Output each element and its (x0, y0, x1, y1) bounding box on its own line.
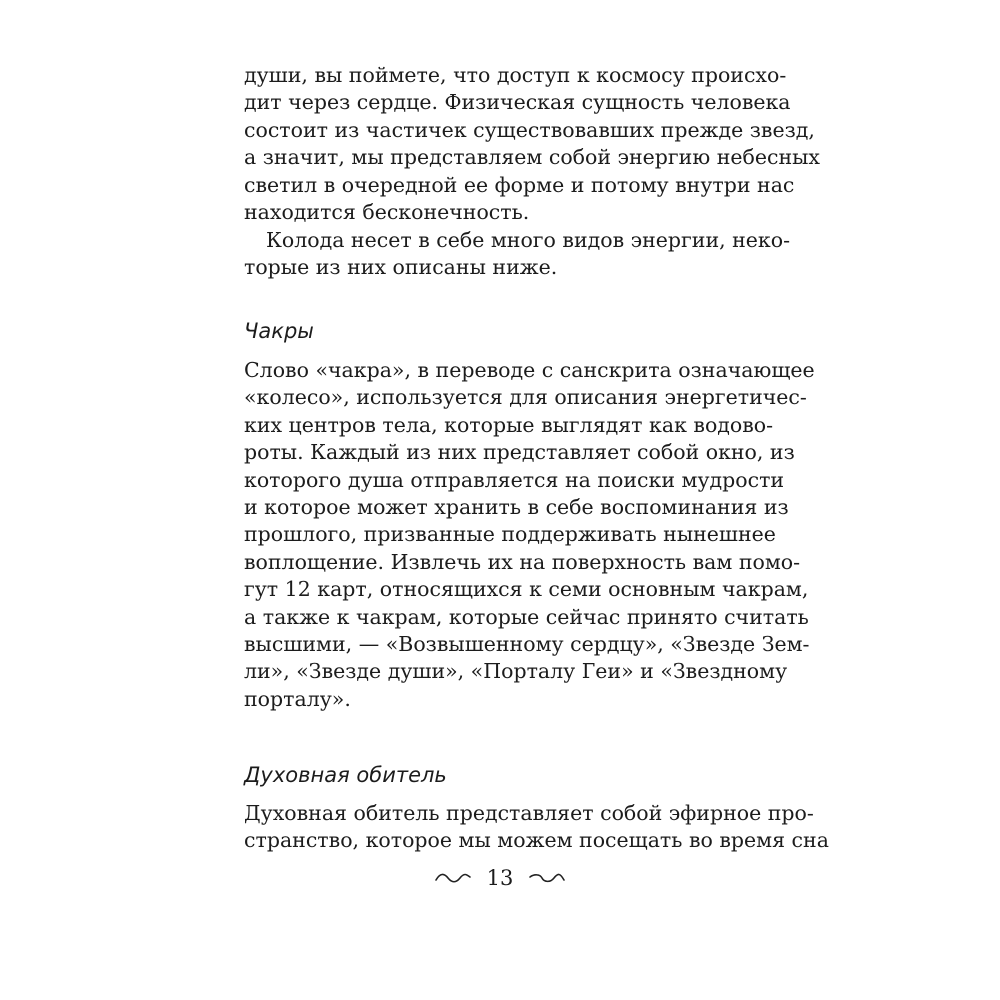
paragraph-intro (244, 62, 820, 226)
text-line: которого душа отправляется на поиски мудрости (244, 467, 785, 492)
text-line: ли», «Звезде души», «Порталу Геи» и «Звездному (244, 659, 788, 684)
text-line: «колесо», используется для описания энергетичес- (244, 385, 807, 410)
text-line: Колода несет в себе много видов энергии, неко- (266, 228, 791, 252)
text-line: ких центров тела, которые выглядят как водово- (244, 412, 774, 437)
paragraph-deck-energies (244, 227, 791, 282)
page-number: 13 (486, 866, 514, 890)
text-line: состоит из частичек существовавших прежде звезд, (244, 117, 815, 142)
text-line: роты. Каждый из них представляет собой окно, из (244, 440, 795, 465)
text-line: высшими, — «Возвышенному сердцу», «Звезде Зем- (244, 632, 810, 657)
text-line: светил в очередной ее форме и потому внутри нас (244, 172, 795, 197)
text-line: и которое может хранить в себе воспоминания из (244, 495, 789, 520)
text-line: дит через сердце. Физическая сущность человека (244, 90, 791, 115)
text-line: Духовная обитель представляет собой эфирное про- (244, 801, 814, 825)
text-line: гут 12 карт, относящихся к семи основным чакрам, (244, 577, 809, 602)
text-line: а значит, мы представляем собой энергию небесных (244, 145, 820, 170)
text-line: странство, которое мы можем посещать во время сна (244, 828, 829, 853)
swirl-left-icon (434, 865, 472, 892)
text-line: Слово «чакра», в переводе с санскрита означающее (244, 358, 815, 382)
page-footer (0, 864, 1000, 892)
text-line: воплощение. Извлечь их на поверхность вам помо- (244, 549, 801, 574)
text-line: а также к чакрам, которые сейчас принято считать (244, 604, 809, 629)
text-line: торые из них описаны ниже. (244, 255, 558, 280)
text-line: прошлого, призванные поддерживать нынешнее (244, 522, 776, 547)
text-line: души, вы поймете, что доступ к космосу происхо- (244, 63, 787, 87)
text-line: находится бесконечность. (244, 200, 530, 225)
paragraph-spiritual-abode (244, 800, 829, 855)
swirl-right-icon (528, 865, 566, 892)
text-line: порталу». (244, 686, 351, 711)
section-heading-spiritual-abode: Духовная обитель (244, 763, 447, 787)
paragraph-chakras (244, 357, 815, 713)
section-heading-chakras: Чакры (244, 319, 314, 343)
